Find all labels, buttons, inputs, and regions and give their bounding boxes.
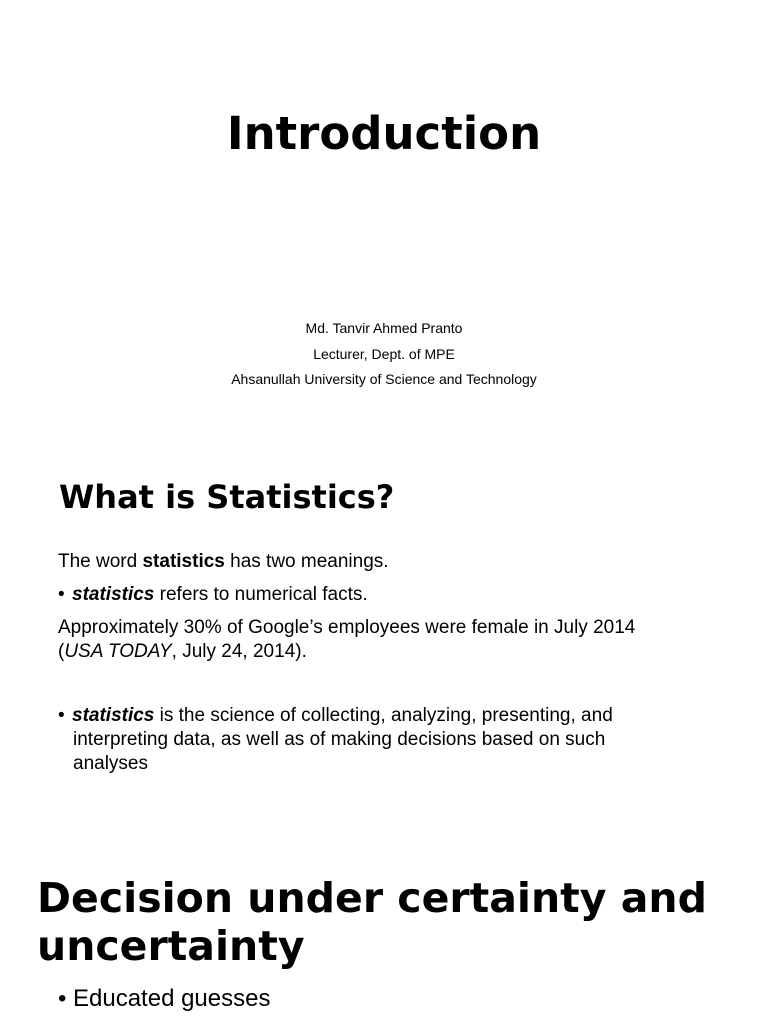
- example-line-2: [58, 640, 307, 664]
- bullet-item-science-line-2: interpreting data, as well as of making decisions based on such: [73, 729, 606, 750]
- bullet-term: statistics: [72, 584, 155, 605]
- bullet-item-science-line-1: [58, 704, 613, 728]
- bullet-item-science-line-3: analyses: [73, 753, 148, 774]
- bullet-icon: •: [58, 985, 67, 1012]
- bullet-term: statistics: [72, 705, 155, 726]
- intro-suffix: has two meanings.: [224, 551, 389, 572]
- author-position: Lecturer, Dept. of MPE: [313, 345, 455, 362]
- intro-line: [58, 550, 389, 574]
- section-heading-decision: Decision under certainty and uncertainty: [37, 874, 707, 970]
- intro-term: statistics: [142, 551, 225, 572]
- example-source-date: , July 24, 2014).: [171, 641, 307, 662]
- intro-prefix: The word: [58, 551, 143, 572]
- bullet-item-educated-guesses: [58, 983, 270, 1015]
- bullet-item-numerical-facts: [58, 583, 368, 607]
- example-source: USA TODAY: [64, 641, 172, 662]
- author-name: Md. Tanvir Ahmed Pranto: [305, 320, 463, 336]
- bullet-text: refers to numerical facts.: [154, 584, 368, 605]
- bullet-icon: •: [58, 705, 65, 726]
- author-institution: Ahsanullah University of Science and Technology: [231, 371, 537, 387]
- bullet-text: Educated guesses: [73, 985, 271, 1012]
- example-open-paren: (: [58, 641, 65, 662]
- slide-title: Introduction: [226, 107, 542, 160]
- bullet-text: is the science of collecting, analyzing, presenting, and: [154, 705, 613, 726]
- author-block: [0, 316, 768, 393]
- bullet-icon: •: [58, 584, 65, 605]
- section-heading-statistics: What is Statistics?: [59, 478, 395, 516]
- example-line-1: Approximately 30% of Google’s employees were female in July 2014: [58, 617, 636, 638]
